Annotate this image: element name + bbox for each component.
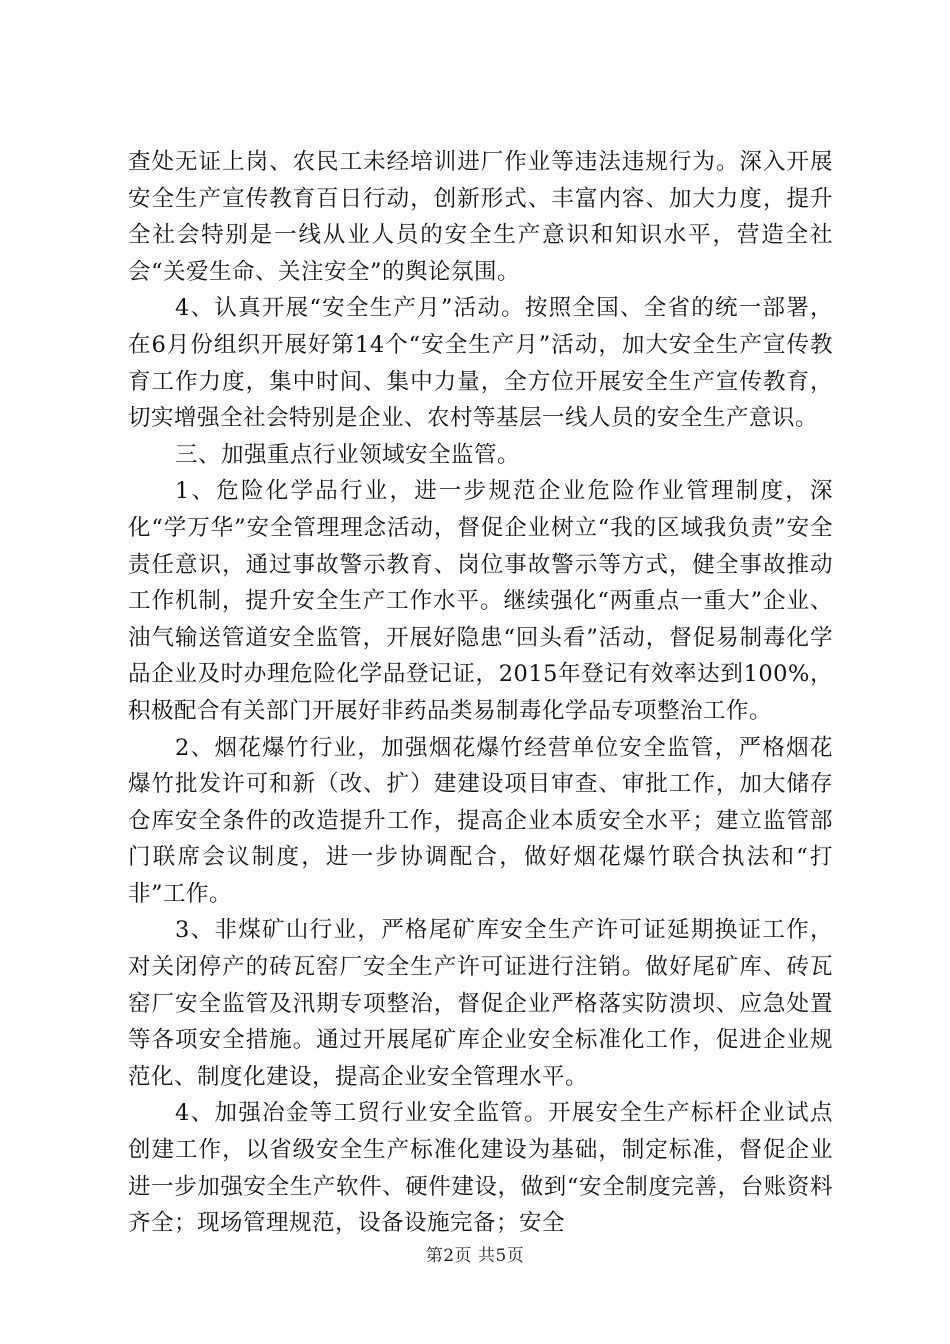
paragraph-hazardous-chemicals: 1、危险化学品行业，进一步规范企业危险作业管理制度，深化“学万华”安全管理理念活动，督促企业树立“我的区域我负责”安全责任意识，通过事故警示教育、岗位事故警示等方式，健全事故推动工作机制，提升安全生产工作水平。继续强化“两重点一重大”企业、油气输送管道安全监管，开展好隐患“回头看”活动，督促易制毒化学品企业及时办理危险化学品登记证，2015年登记有效率达到100%，积极配合有关部门开展好非药品类易制毒化学品专项整治工作。 bbox=[128, 478, 833, 724]
page-number-footer: 第2页 共5页 bbox=[425, 1246, 525, 1266]
paragraph-non-coal-mines: 3、非煤矿山行业，严格尾矿库安全生产许可证延期换证工作，对关闭停产的砖瓦窑厂安全生产许可证进行注销。做好尾矿库、砖瓦窑厂安全监管及汛期专项整治，督促企业严格落实防溃坝、应急处置等各项安全措施。通过开展尾矿库企业安全标准化工作，促进企业规范化、制度化建设，提高企业安全管理水平。 bbox=[128, 917, 833, 1090]
paragraph-metallurgy: 4、加强冶金等工贸行业安全监管。开展安全生产标杆企业试点创建工作，以省级安全生产标准化建设为基础，制定标准，督促企业进一步加强安全生产软件、硬件建设，做到“安全制度完善，台账资料齐全；现场管理规范，设备设施完备；安全 bbox=[128, 1100, 833, 1237]
paragraph-1: 查处无证上岗、农民工未经培训进厂作业等违法违规行为。深入开展安全生产宣传教育百日行动，创新形式、丰富内容、加大力度，提升全社会特别是一线从业人员的安全生产意识和知识水平，营造全社会“关爱生命、关注安全”的舆论氛围。 bbox=[128, 149, 833, 285]
document-body bbox=[128, 144, 833, 1242]
paragraph-fireworks: 2、烟花爆竹行业，加强烟花爆竹经营单位安全监管，严格烟花爆竹批发许可和新（改、扩）建建设项目审查、审批工作，加大储存仓库安全条件的改造提升工作，提高企业本质安全水平；建立监管部门联席会议制度，进一步协调配合，做好烟花爆竹联合执法和“打非”工作。 bbox=[128, 734, 833, 907]
paragraph-2: 4、认真开展“安全生产月”活动。按照全国、全省的统一部署，在6月份组织开展好第14个“安全生产月”活动，加大安全生产宣传教育工作力度，集中时间、集中力量，全方位开展安全生产宣传教育，切实增强全社会特别是企业、农村等基层一线人员的安全生产意识。 bbox=[128, 295, 833, 432]
section-heading-3: 三、加强重点行业领域安全监管。 bbox=[175, 441, 521, 468]
